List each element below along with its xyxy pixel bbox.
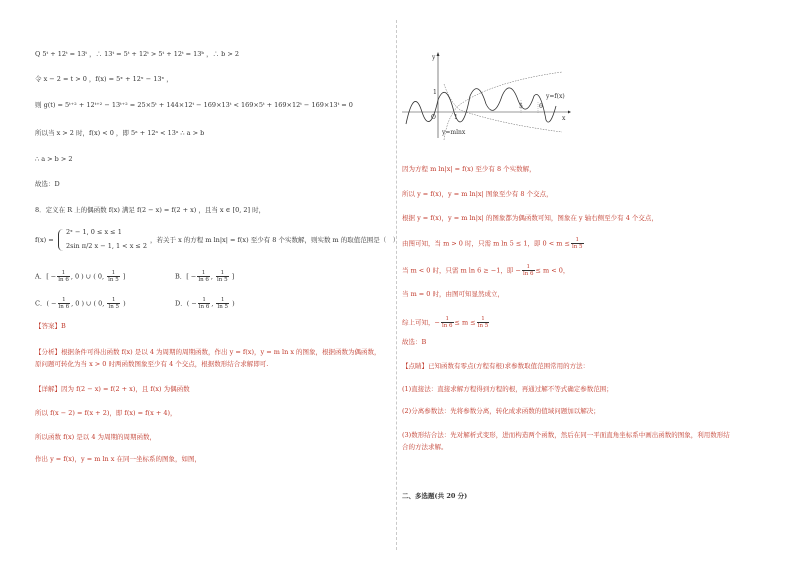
f-curve (406, 88, 556, 124)
piecewise-case-1: 2ˣ − 1, 0 ≤ x ≤ 1 (66, 228, 122, 236)
f-curve-label: y=f(x) (546, 93, 565, 100)
analysis-line-1: 【分析】根据条件可得出函数 f(x) 是以 4 为周期的周期函数，作出 y = f(x)，y = m ln x 的图象，根据函数为偶函数， (35, 348, 381, 356)
solution-line-2: 令 x − 2 = t > 0 ，f(x) = 5ˣ + 12ˣ − 13ˣ ， (35, 75, 173, 83)
frac-1-ln5: $\frac{1}{\ln 5}$ (571, 237, 583, 250)
right-choice: 故选：B (402, 338, 427, 346)
right-line-3: 根据 y = f(x)，y = m ln|x| 的图象都为偶函数可知，图象在 y 轴右侧至少有 4 个交点， (402, 214, 658, 222)
frac-1-ln6: $\frac{1}{\ln 6}$ (522, 264, 534, 277)
tip-line-3: (2)分离参数法：先将参数分离，转化成求函数的值域问题加以解决； (402, 407, 600, 415)
x-axis-arrow (568, 111, 571, 114)
solution-line-3: 则 g(t) = 5ᵗ⁺² + 12ᵗ⁺² − 13ᵗ⁺² = 25×5ᵗ + 144×12ᵗ − 169×13ᵗ < 169×5ᵗ + 169×12ᵗ − 169×13ᵗ = 0 (35, 101, 353, 109)
solution-line-1: Q 5ᵗ + 12ᵗ = 13ᵗ ，∴ 13ᵗ = 5ᵗ + 12ᵗ > 5ᵗ + 12ᵗ = 13ᵇ ，∴ b > 2 (35, 50, 240, 58)
tip-line-5: 合的方法求解。 (402, 443, 448, 451)
option-d: D．( − $\frac{1}{\ln 6}$ , $\frac{1}{\ln 5}$ ) (175, 297, 235, 310)
section-heading: 二、多选题(共 20 分) (402, 492, 468, 500)
right-line-2: 所以 y = f(x)，y = m ln|x| 图象至少有 8 个交点， (402, 190, 553, 198)
solution-line-5: ∴ a > b > 2 (35, 155, 73, 163)
question-8-function-label: f(x) = (35, 236, 54, 244)
tip-line-2: (1)直接法：直接求解方程得到方程的根，再通过解不等式确定参数范围； (402, 385, 613, 393)
right-line-7-text-b: ≤ m ≤ (454, 318, 476, 327)
ln-curve-negative (444, 84, 562, 132)
detail-line-2: 所以 f(x − 2) = f(x + 2)，即 f(x) = f(x + 4)， (35, 409, 177, 417)
detail-line-4: 作出 y = f(x)，y = m ln x 在同一坐标系的图象，如图， (35, 455, 202, 463)
y-axis-arrow (437, 52, 440, 56)
option-b-label: B． (175, 272, 187, 281)
graph-canvas (400, 50, 572, 142)
tip-line-1: 【点睛】已知函数有零点(方程有根)求参数取值范围常用的方法： (402, 362, 590, 370)
option-c: C．( − $\frac{1}{\ln 6}$ , 0 ) ∪ ( 0, $\frac{1}{\ln 5}$ ) (35, 297, 126, 310)
detail-line-1: 【详解】因为 f(2 − x) = f(2 + x)，且 f(x) 为偶函数 (35, 385, 190, 393)
y-axis-label: y (432, 54, 436, 61)
x-tick-5: 5 (519, 103, 523, 110)
x-tick-6: 6 (539, 103, 543, 110)
x-axis-label: x (562, 115, 566, 122)
detail-line-3: 所以函数 f(x) 是以 4 为周期的周期函数， (35, 433, 157, 441)
option-a: A．[ − $\frac{1}{\ln 6}$ , 0 ) ∪ ( 0, $\frac{1}{\ln 5}$ ] (35, 270, 126, 283)
solution-line-4: 所以当 x > 2 时，f(x) < 0 ，即 5ᵃ + 12ᵃ < 13ᵃ ∴ a > b (35, 129, 205, 137)
ln-curve-label: y=mlnx (442, 129, 466, 136)
option-d-label: D． (175, 299, 187, 308)
piecewise-brace (58, 229, 65, 251)
right-line-4 (402, 237, 585, 250)
right-line-4-text: 由图可知，当 m > 0 时，只需 m ln 5 ≤ 1，即 0 < m ≤ (402, 239, 570, 248)
analysis-line-2: 原问题可转化为当 x > 0 时两函数图象至少有 4 个交点，根据数形结合求解即可. (35, 360, 269, 368)
right-line-7: 综上可知，− $\frac{1}{\ln 6}$ ≤ m ≤ $\frac{1}{\ln 5}$ (402, 316, 489, 329)
right-line-6: 当 m = 0 时，由图可知显然成立， (402, 290, 505, 298)
right-line-5-text-b: ≤ m < 0， (535, 266, 570, 275)
solution-choice: 故选：D (35, 180, 60, 188)
question-8-stem: 8．定义在 R 上的偶函数 f(x) 满足 f(2 − x) = f(2 + x) ，且当 x ∈ [0, 2] 时， (35, 206, 266, 214)
function-graph (400, 50, 572, 142)
option-c-label: C． (35, 299, 47, 308)
right-line-5-text-a: 当 m < 0 时，只需 m ln 6 ≥ −1，即 − (402, 266, 521, 275)
column-divider (396, 20, 397, 550)
right-line-1: 因为方程 m ln|x| = f(x) 至少有 8 个实数解， (402, 165, 536, 173)
answer-label: 【答案】B (35, 322, 66, 330)
piecewise-case-2: 2sin π/2 x − 1, 1 < x ≤ 2 (66, 242, 148, 250)
question-8-condition: ，若关于 x 的方程 m ln|x| = f(x) 至少有 8 个实数解，则实数 m 的取值范围是（ ） (150, 236, 400, 244)
right-line-5 (402, 264, 569, 277)
x-tick-1: 1 (454, 114, 458, 121)
origin-label: O (431, 114, 436, 121)
y-tick-1: 1 (433, 89, 437, 96)
option-b: B．[ − $\frac{1}{\ln 6}$ , $\frac{1}{\ln 5}$ ] (175, 270, 235, 283)
right-line-7-text-a: 综上可知，− (402, 318, 440, 327)
tip-line-4: (3)数形结合法：先对解析式变形，进而构造两个函数，然后在同一平面直角坐标系中画出函数的图象，利用数形结 (402, 431, 730, 439)
option-a-label: A． (35, 272, 47, 281)
